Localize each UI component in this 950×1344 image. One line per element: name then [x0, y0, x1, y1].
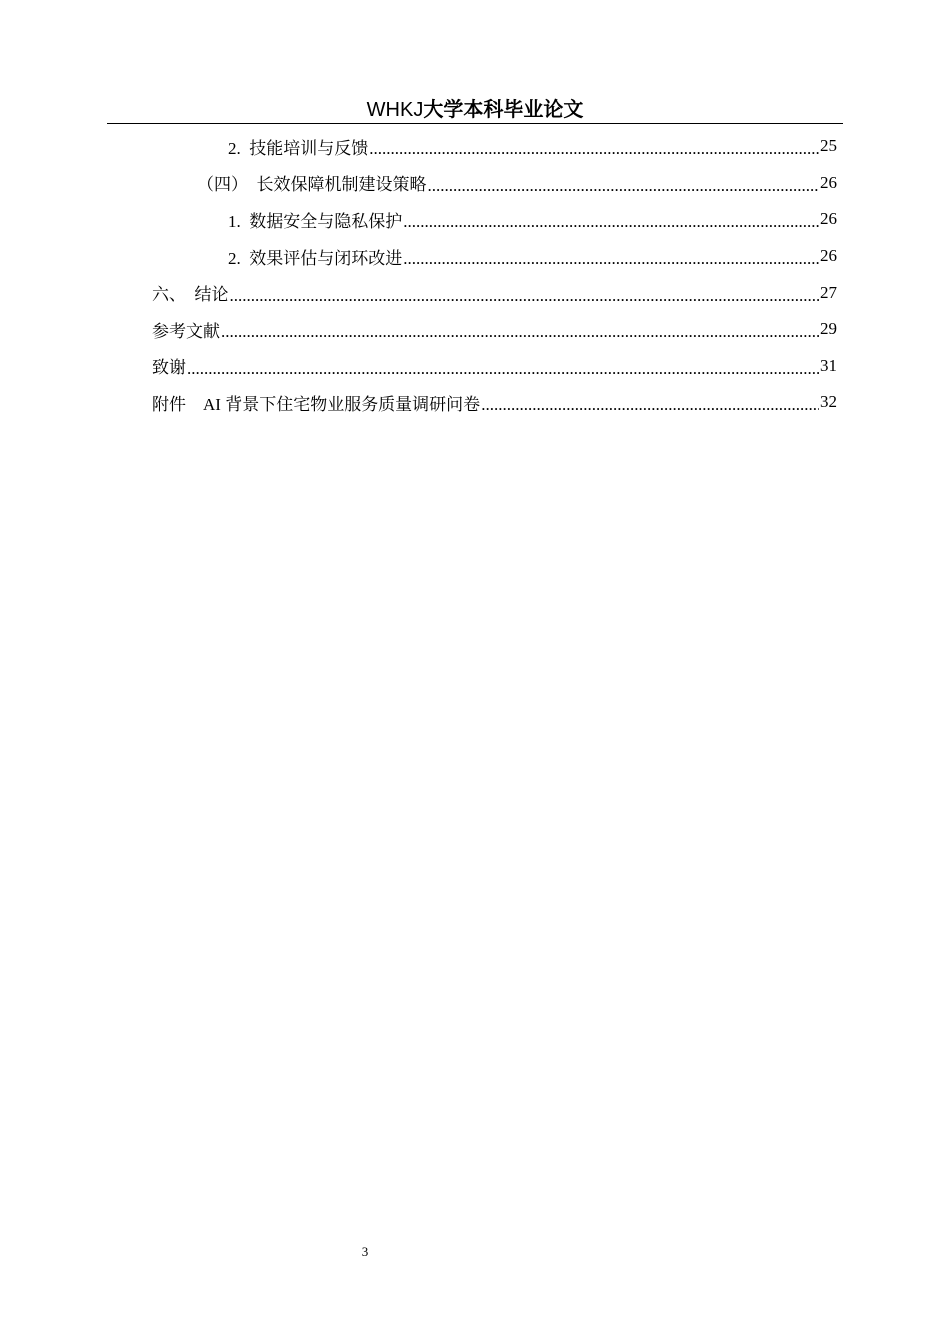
toc-entry-page: 26	[820, 172, 837, 192]
toc-entry[interactable]	[152, 384, 837, 421]
toc-entry[interactable]	[152, 128, 837, 165]
toc-leader-dots	[230, 286, 820, 306]
header-title: 大学本科毕业论文	[423, 97, 584, 121]
toc-leader-dots	[187, 359, 819, 379]
table-of-contents	[152, 128, 837, 421]
toc-entry-label: 参考文献	[152, 321, 220, 341]
toc-leader-dots	[369, 139, 819, 159]
toc-entry-page: 27	[820, 282, 837, 302]
toc-leader-dots	[428, 176, 820, 196]
toc-entry-page: 29	[820, 319, 837, 339]
toc-entry-page: 32	[820, 392, 837, 412]
toc-entry-label: 六、 结论	[152, 285, 229, 305]
toc-leader-dots	[221, 322, 819, 342]
toc-entry[interactable]	[152, 348, 837, 385]
toc-entry-label: 致谢	[152, 358, 186, 378]
toc-entry[interactable]	[152, 311, 837, 348]
toc-entry-page: 25	[820, 136, 837, 156]
toc-entry[interactable]	[152, 274, 837, 311]
toc-entry[interactable]	[152, 238, 837, 275]
toc-entry-label: 1. 数据安全与隐私保护	[228, 211, 403, 231]
page-number: 3	[361, 1244, 369, 1259]
toc-entry-label: 2. 效果评估与闭环改进	[228, 248, 403, 268]
toc-entry-page: 26	[820, 246, 837, 266]
toc-leader-dots	[403, 212, 819, 232]
toc-entry[interactable]	[152, 165, 837, 202]
toc-entry-label: 附件 AI 背景下住宅物业服务质量调研问卷	[152, 394, 481, 414]
toc-entry-page: 31	[820, 355, 837, 375]
toc-entry-label: 2. 技能培训与反馈	[228, 138, 369, 158]
toc-entry-label: （四） 长效保障机制建设策略	[197, 175, 427, 195]
toc-leader-dots	[403, 249, 819, 269]
toc-leader-dots	[481, 395, 819, 415]
page-header	[107, 95, 843, 124]
header-abbrev: WHKJ	[366, 99, 424, 121]
toc-entry[interactable]	[152, 201, 837, 238]
toc-entry-page: 26	[820, 209, 837, 229]
